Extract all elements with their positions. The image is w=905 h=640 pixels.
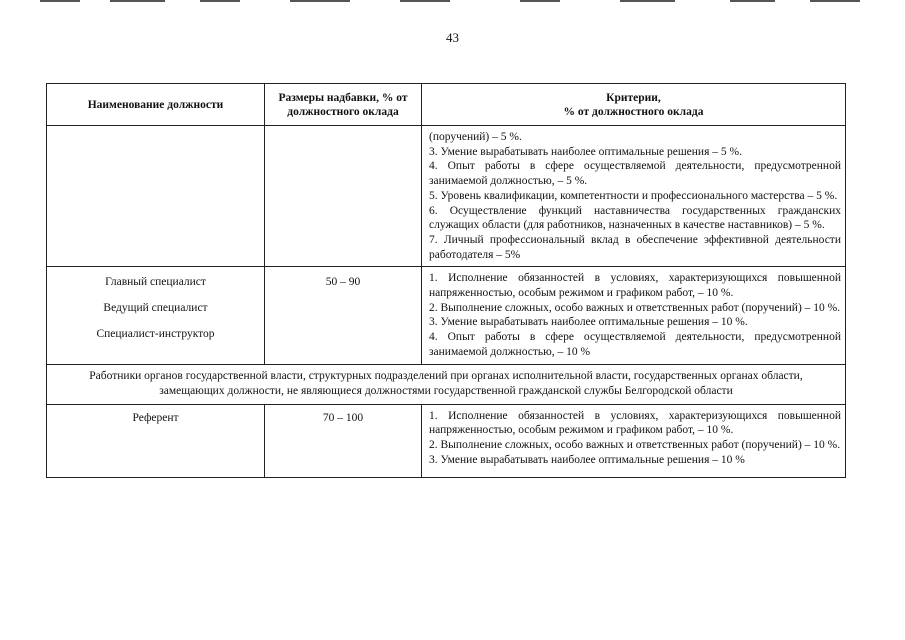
criteria-item: 4. Опыт работы в сфере осуществляемой деятельности, предусмотренной занимаемой должностью, – 10 % — [429, 331, 841, 358]
allowance-table — [46, 83, 846, 478]
criteria-item: 3. Умение вырабатывать наиболее оптимальные решения – 10 % — [429, 453, 745, 466]
criteria-item: 1. Исполнение обязанностей в условиях, характеризующихся повышенной напряженностью, особым режимом и графиком работ, – 10 %. — [429, 409, 841, 437]
criteria-item: 7. Личный профессиональный вклад в обеспечение эффективной деятельности работодателя – 5% — [429, 233, 841, 261]
table-header-row — [47, 84, 846, 126]
header-criteria — [422, 84, 846, 126]
criteria-item: 2. Выполнение сложных, особо важных и ответственных работ (поручений) – 10 %. — [429, 301, 841, 314]
allowance-cell-empty — [265, 126, 422, 267]
position-cell — [47, 404, 265, 478]
position-name: Референт — [132, 411, 179, 424]
criteria-cell — [422, 126, 846, 267]
criteria-item: 3. Умение вырабатывать наиболее оптимальные решения – 10 %. — [429, 316, 748, 329]
criteria-item: 3. Умение вырабатывать наиболее оптимальные решения – 5 %. — [429, 145, 742, 158]
criteria-item: (поручений) – 5 %. — [429, 131, 522, 143]
position-name: Ведущий специалист — [103, 302, 208, 315]
header-allowance: Размеры надбавки, % от должностного оклада — [265, 84, 422, 126]
table-row — [47, 267, 846, 364]
criteria-item: 5. Уровень квалификации, компетентности и профессионального мастерства – 5 %. — [429, 189, 838, 202]
criteria-item: 6. Осуществление функций наставничества государственных гражданских служащих области (для работников, назначенных в качестве наставников) – 5 %. — [429, 204, 841, 232]
criteria-item: 2. Выполнение сложных, особо важных и ответственных работ (поручений) – 10 %. — [429, 438, 841, 451]
header-criteria-line1: Критерии, — [606, 91, 661, 104]
criteria-cell — [422, 404, 846, 478]
header-criteria-line2: % от должностного оклада — [563, 105, 704, 118]
criteria-item: 1. Исполнение обязанностей в условиях, характеризующихся повышенной напряженностью, особым режимом и графиком работ, – 10 %. — [429, 272, 841, 300]
allowance-cell: 50 – 90 — [265, 267, 422, 364]
section-title: Работники органов государственной власти, структурных подразделений при органах исполнительной власти, государственных органах области, замещающих должности, не являющиеся должностями государственной гражданской службы Белгородской области — [47, 364, 846, 404]
criteria-cell — [422, 267, 846, 364]
position-cell — [47, 267, 265, 364]
criteria-item: 4. Опыт работы в сфере осуществляемой деятельности, предусмотренной занимаемой должностью, – 5 %. — [429, 160, 841, 188]
scan-edge-marks — [0, 0, 905, 3]
allowance-cell: 70 – 100 — [265, 404, 422, 478]
page-number: 43 — [446, 30, 459, 45]
position-name: Главный специалист — [105, 276, 206, 289]
table-row — [47, 404, 846, 478]
position-name: Специалист-инструктор — [96, 328, 215, 341]
header-position: Наименование должности — [47, 84, 265, 126]
section-row — [47, 364, 846, 404]
table-row — [47, 126, 846, 267]
position-cell-empty — [47, 126, 265, 267]
